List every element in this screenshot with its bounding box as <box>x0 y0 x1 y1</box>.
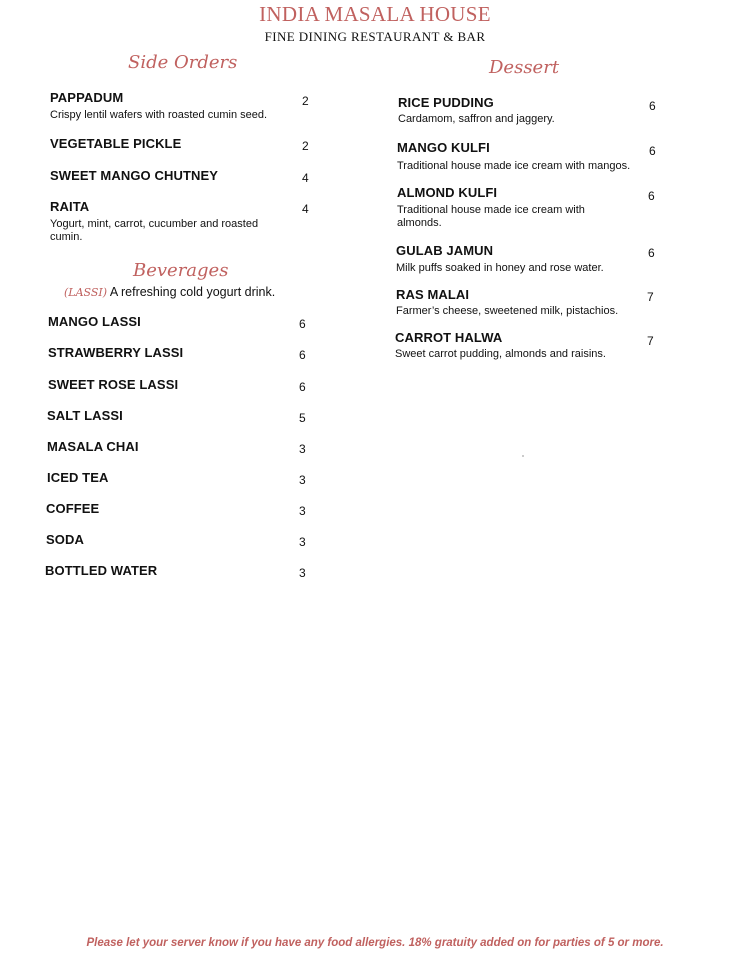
item-price-sweet-rose-lassi: 6 <box>299 380 306 394</box>
item-price-mango-lassi: 6 <box>299 317 306 331</box>
item-price-salt-lassi: 5 <box>299 411 306 425</box>
item-name-sweet-mango-chutney: SWEET MANGO CHUTNEY <box>50 168 219 183</box>
dessert-heading: Dessert <box>489 57 560 78</box>
item-name-almond-kulfi: ALMOND KULFI <box>397 185 498 200</box>
item-name-gulab-jamun: GULAB JAMUN <box>396 243 494 258</box>
item-name-salt-lassi: SALT LASSI <box>47 408 123 423</box>
item-desc-almond-kulfi: Traditional house made ice cream with almonds. <box>397 204 585 229</box>
item-name-strawberry-lassi: STRAWBERRY LASSI <box>48 345 184 360</box>
item-price-vegetable-pickle: 2 <box>302 139 309 153</box>
item-name-rice-pudding: RICE PUDDING <box>398 95 494 110</box>
lassi-tag: (LASSI) <box>64 286 108 299</box>
item-price-bottled-water: 3 <box>299 566 306 580</box>
side-orders-heading: Side Orders <box>128 52 238 73</box>
scan-speck <box>522 455 524 457</box>
item-name-raita: RAITA <box>50 199 90 214</box>
item-price-pappadum: 2 <box>302 94 309 108</box>
item-name-pappadum: PAPPADUM <box>50 90 124 105</box>
item-price-almond-kulfi: 6 <box>648 189 655 203</box>
item-name-bottled-water: BOTTLED WATER <box>45 563 158 578</box>
item-name-masala-chai: MASALA CHAI <box>47 439 139 454</box>
item-price-rice-pudding: 6 <box>649 99 656 113</box>
item-name-carrot-halwa: CARROT HALWA <box>395 330 503 345</box>
item-price-coffee: 3 <box>299 504 306 518</box>
item-desc-ras-malai: Farmer’s cheese, sweetened milk, pistachios. <box>396 305 619 317</box>
item-name-ras-malai: RAS MALAI <box>396 287 470 302</box>
lassi-intro <box>64 285 275 299</box>
item-desc-rice-pudding: Cardamom, saffron and jaggery. <box>398 113 555 125</box>
item-desc-gulab-jamun: Milk puffs soaked in honey and rose water. <box>396 262 604 274</box>
item-price-strawberry-lassi: 6 <box>299 348 306 362</box>
item-desc-carrot-halwa: Sweet carrot pudding, almonds and raisins. <box>395 348 606 360</box>
restaurant-title: INDIA MASALA HOUSE <box>259 2 491 26</box>
allergy-gratuity-note: Please let your server know if you have any food allergies. 18% gratuity added on for parties of 5 or more. <box>86 937 664 949</box>
item-price-ras-malai: 7 <box>647 290 654 304</box>
item-desc-mango-kulfi: Traditional house made ice cream with mangos. <box>397 160 631 172</box>
item-desc-raita: Yogurt, mint, carrot, cucumber and roasted cumin. <box>50 218 259 243</box>
item-price-gulab-jamun: 6 <box>648 246 655 260</box>
item-desc-pappadum: Crispy lentil wafers with roasted cumin seed. <box>50 109 268 121</box>
beverages-heading: Beverages <box>133 260 229 281</box>
item-price-sweet-mango-chutney: 4 <box>302 171 309 185</box>
item-price-masala-chai: 3 <box>299 442 306 456</box>
item-name-mango-kulfi: MANGO KULFI <box>397 140 490 155</box>
restaurant-subtitle: FINE DINING RESTAURANT & BAR <box>264 29 486 44</box>
lassi-desc: A refreshing cold yogurt drink. <box>109 285 276 299</box>
item-price-soda: 3 <box>299 535 306 549</box>
item-name-vegetable-pickle: VEGETABLE PICKLE <box>50 136 182 151</box>
item-price-mango-kulfi: 6 <box>649 144 656 158</box>
item-name-sweet-rose-lassi: SWEET ROSE LASSI <box>48 377 179 392</box>
item-name-coffee: COFFEE <box>46 501 100 516</box>
item-price-iced-tea: 3 <box>299 473 306 487</box>
item-name-iced-tea: ICED TEA <box>47 470 109 485</box>
item-price-carrot-halwa: 7 <box>647 334 654 348</box>
item-name-mango-lassi: MANGO LASSI <box>48 314 141 329</box>
item-price-raita: 4 <box>302 202 309 216</box>
item-name-soda: SODA <box>46 532 84 547</box>
